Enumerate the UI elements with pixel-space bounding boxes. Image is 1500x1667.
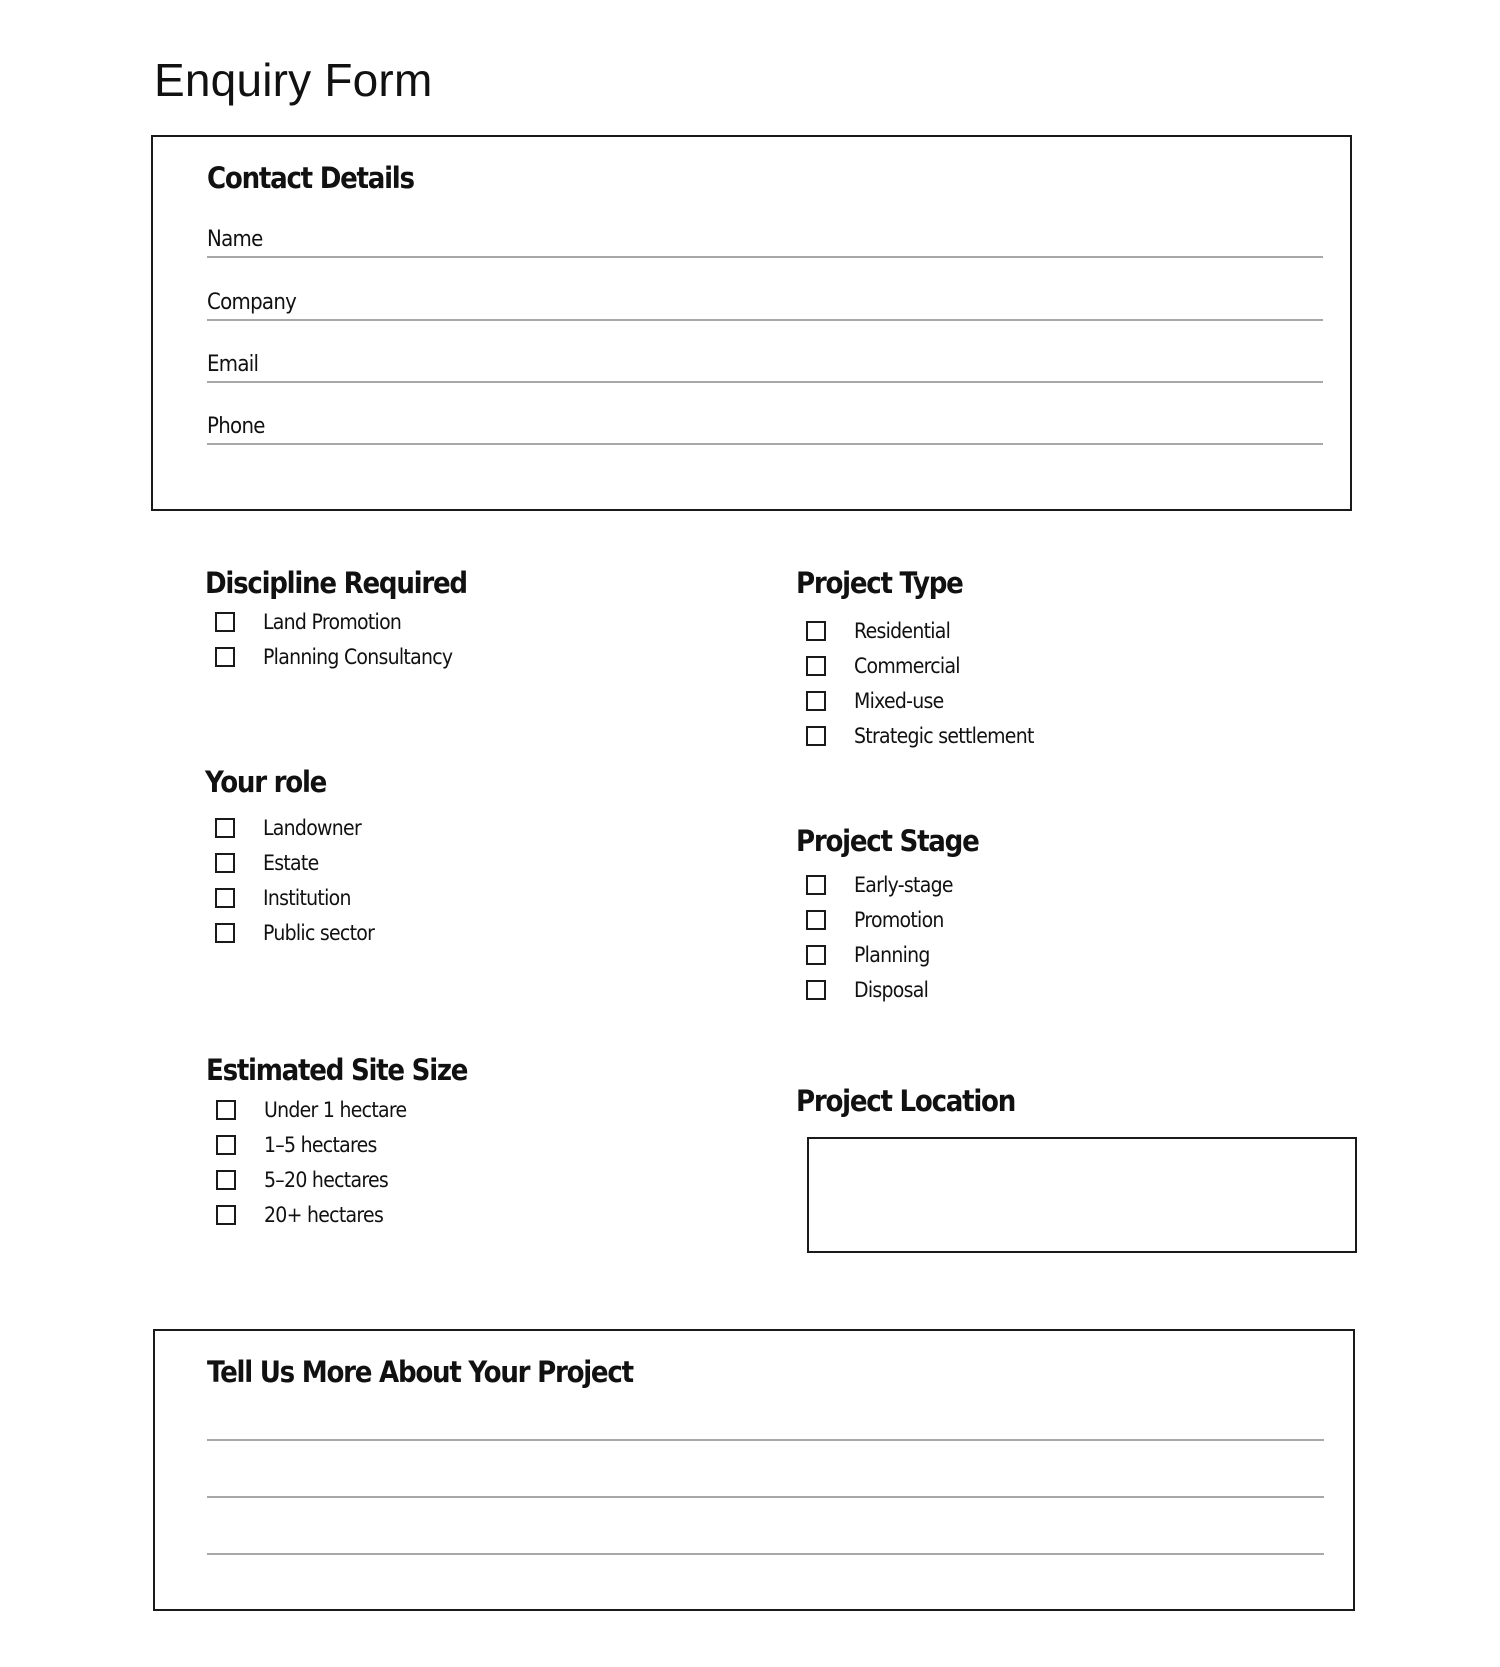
checkbox[interactable] [215, 647, 235, 667]
checkbox[interactable] [215, 853, 235, 873]
checkbox-option[interactable] [215, 848, 325, 878]
project-type-heading: Project Type [796, 566, 963, 600]
checkbox[interactable] [806, 726, 826, 746]
checkbox-label: Planning [854, 943, 930, 967]
checkbox-label: 20+ hectares [264, 1203, 384, 1227]
checkbox[interactable] [806, 980, 826, 1000]
checkbox[interactable] [216, 1170, 236, 1190]
contact-details-section [151, 135, 1352, 511]
checkbox[interactable] [216, 1205, 236, 1225]
email-field[interactable] [207, 343, 1323, 383]
checkbox-label: Mixed-use [854, 689, 944, 713]
project-details-line[interactable] [207, 1496, 1324, 1498]
phone-field-label: Phone [207, 414, 265, 439]
checkbox[interactable] [806, 621, 826, 641]
phone-field[interactable] [207, 405, 1323, 445]
checkbox[interactable] [215, 923, 235, 943]
name-field-label: Name [207, 227, 263, 252]
checkbox-option[interactable] [806, 721, 1054, 751]
contact-details-heading: Contact Details [207, 161, 414, 195]
checkbox-option[interactable] [216, 1130, 389, 1160]
project-location-input[interactable] [807, 1137, 1357, 1253]
project-type-group [796, 568, 1316, 758]
name-field[interactable] [207, 218, 1323, 258]
checkbox-label: Institution [263, 886, 351, 910]
checkbox[interactable] [215, 612, 235, 632]
checkbox-option[interactable] [215, 918, 387, 948]
checkbox-option[interactable] [806, 905, 954, 935]
checkbox-label: 1–5 hectares [264, 1133, 377, 1157]
checkbox-option[interactable] [806, 651, 972, 681]
checkbox-option[interactable] [216, 1095, 422, 1125]
discipline-required-group [205, 568, 705, 678]
checkbox[interactable] [806, 910, 826, 930]
checkbox[interactable] [806, 945, 826, 965]
checkbox-option[interactable] [215, 642, 473, 672]
checkbox-label: Promotion [854, 908, 944, 932]
email-field-label: Email [207, 352, 259, 377]
checkbox[interactable] [806, 691, 826, 711]
checkbox-option[interactable] [806, 870, 964, 900]
checkbox-label: 5–20 hectares [264, 1168, 389, 1192]
checkbox-option[interactable] [806, 616, 961, 646]
checkbox-label: Commercial [854, 654, 960, 678]
project-location-heading: Project Location [796, 1084, 1016, 1118]
page-title: Enquiry Form [154, 54, 433, 106]
checkbox-option[interactable] [216, 1165, 402, 1195]
discipline-required-heading: Discipline Required [205, 566, 467, 600]
project-stage-group [796, 826, 1316, 1016]
checkbox[interactable] [216, 1100, 236, 1120]
checkbox-label: Residential [854, 619, 951, 643]
your-role-group [205, 767, 705, 957]
checkbox-label: Under 1 hectare [264, 1098, 407, 1122]
project-details-section [153, 1329, 1355, 1611]
company-field[interactable] [207, 281, 1323, 321]
estimated-site-size-heading: Estimated Site Size [206, 1053, 468, 1087]
checkbox-label: Landowner [263, 816, 362, 840]
your-role-heading: Your role [205, 765, 327, 799]
project-details-line[interactable] [207, 1553, 1324, 1555]
checkbox-option[interactable] [806, 686, 954, 716]
checkbox[interactable] [215, 888, 235, 908]
company-field-label: Company [207, 290, 297, 315]
checkbox-label: Public sector [263, 921, 375, 945]
checkbox-option[interactable] [806, 940, 938, 970]
checkbox-label: Disposal [854, 978, 929, 1002]
checkbox[interactable] [806, 875, 826, 895]
checkbox-label: Early-stage [854, 873, 953, 897]
project-stage-heading: Project Stage [796, 824, 979, 858]
checkbox-option[interactable] [806, 975, 936, 1005]
checkbox-label: Land Promotion [263, 610, 402, 634]
checkbox-option[interactable] [215, 883, 360, 913]
checkbox-option[interactable] [216, 1200, 396, 1230]
checkbox[interactable] [216, 1135, 236, 1155]
checkbox[interactable] [215, 818, 235, 838]
checkbox-label: Estate [263, 851, 319, 875]
checkbox-label: Planning Consultancy [263, 645, 453, 669]
project-details-line[interactable] [207, 1439, 1324, 1441]
estimated-site-size-group [206, 1055, 706, 1245]
project-details-heading: Tell Us More About Your Project [207, 1355, 633, 1389]
checkbox[interactable] [806, 656, 826, 676]
checkbox-option[interactable] [215, 607, 417, 637]
checkbox-option[interactable] [215, 813, 372, 843]
checkbox-label: Strategic settlement [854, 724, 1034, 748]
